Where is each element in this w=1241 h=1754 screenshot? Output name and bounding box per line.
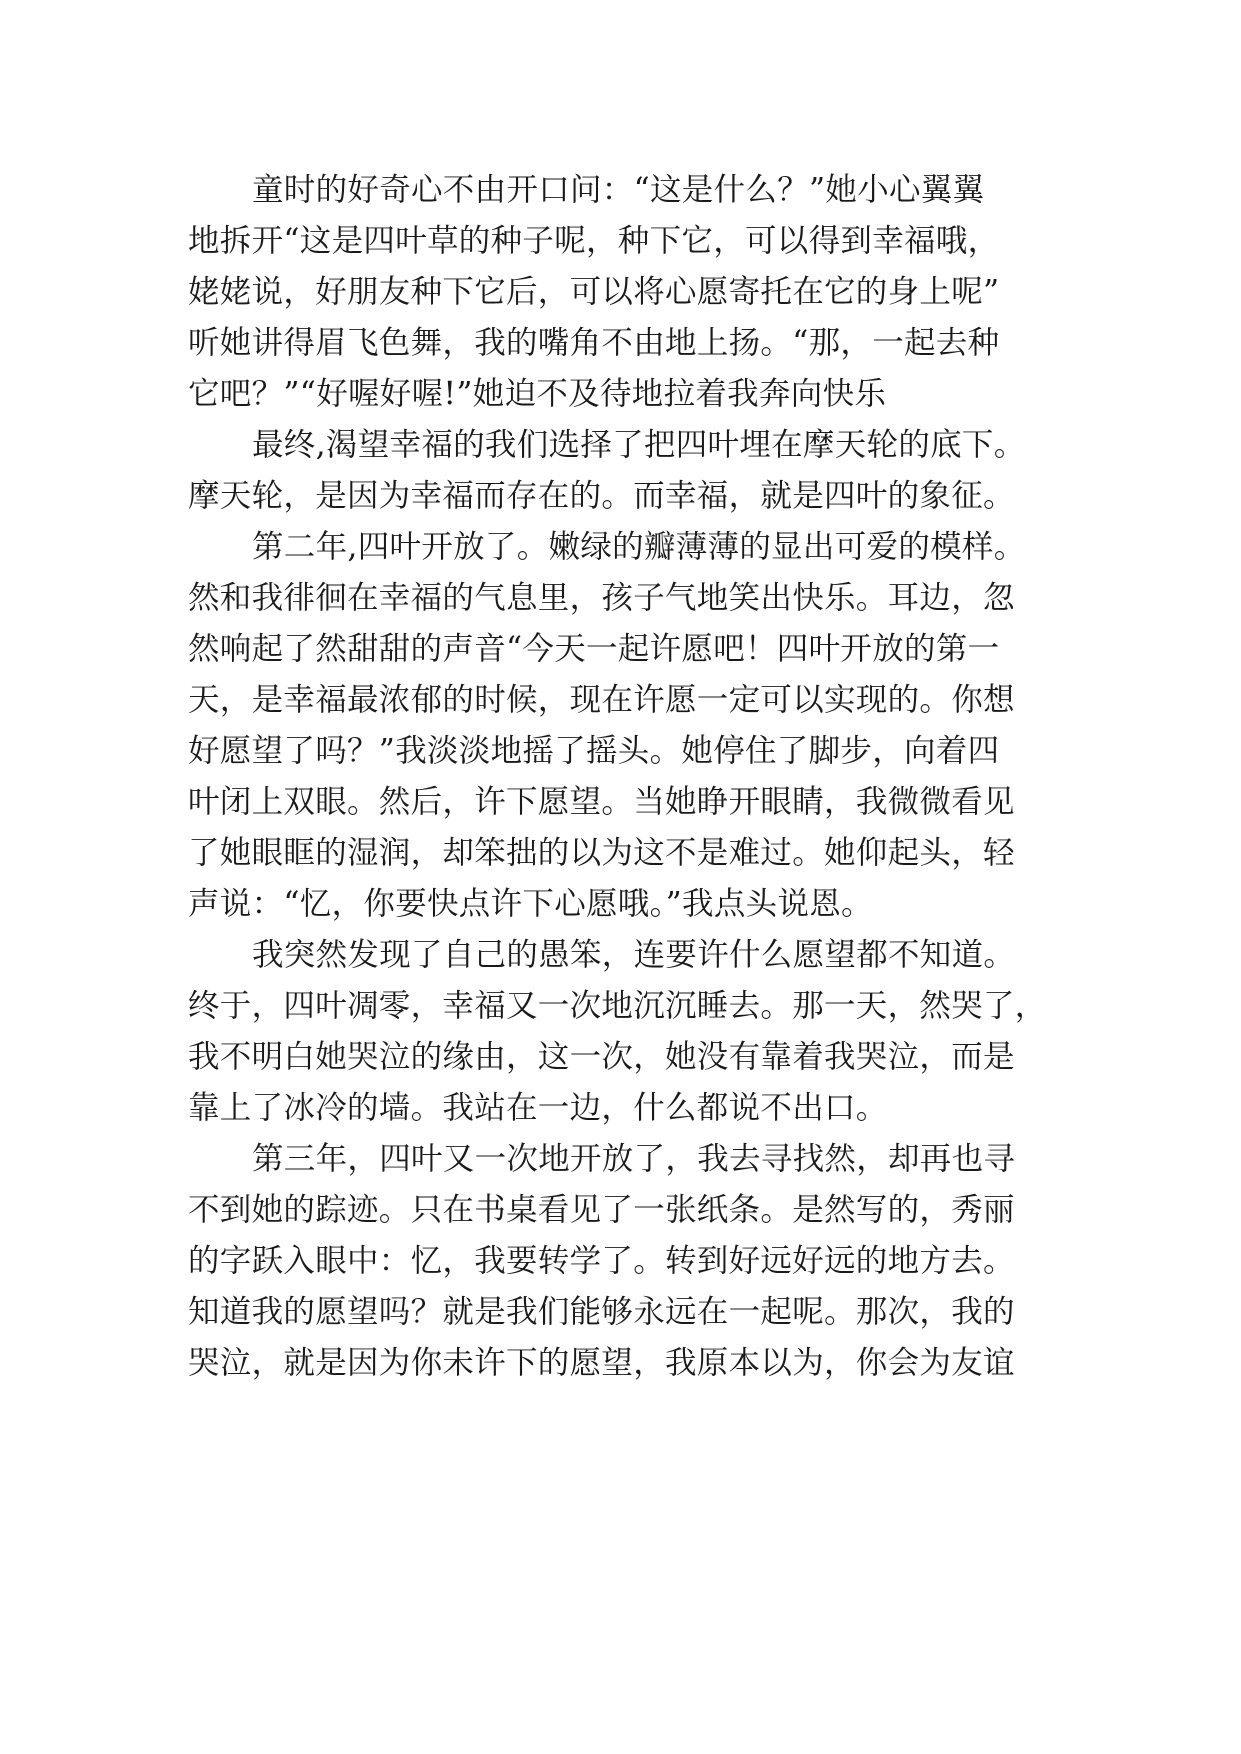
- paragraph-line: 叶闭上双眼。然后，许下愿望。当她睁开眼睛，我微微看见: [188, 784, 1015, 820]
- paragraph-line: 的字跃入眼中：忆，我要转学了。转到好远好远的地方去。: [188, 1243, 1015, 1279]
- paragraph-line: 然和我徘徊在幸福的气息里，孩子气地笑出快乐。耳边，忽: [188, 580, 1015, 616]
- paragraph: [188, 930, 1068, 1134]
- paragraph: [188, 165, 1068, 420]
- paragraph-line: 靠上了冰冷的墙。我站在一边，什么都说不出口。: [188, 1090, 888, 1126]
- paragraph-line: 哭泣，就是因为你未许下的愿望，我原本以为，你会为友谊: [188, 1345, 1015, 1381]
- paragraph-line: 姥姥说，好朋友种下它后，可以将心愿寄托在它的身上呢”: [188, 274, 1000, 310]
- paragraph: [188, 1134, 1068, 1389]
- paragraph-line: 声说：“忆，你要快点许下心愿哦。”我点头说恩。: [188, 886, 873, 922]
- paragraph-line: 知道我的愿望吗？就是我们能够永远在一起呢。那次，我的: [188, 1294, 1015, 1330]
- paragraph-line: 天，是幸福最浓郁的时候，现在许愿一定可以实现的。你想: [188, 682, 1015, 718]
- paragraph-line: 好愿望了吗？”我淡淡地摇了摇头。她停住了脚步，向着四: [188, 733, 1000, 769]
- paragraph-line: 然响起了然甜甜的声音“今天一起许愿吧！四叶开放的第一: [188, 631, 1000, 667]
- document-body: [188, 165, 1068, 1389]
- paragraph-line: 它吧？”“好喔好喔!”她迫不及待地拉着我奔向快乐: [188, 376, 887, 412]
- paragraph-line: 了她眼眶的湿润，却笨拙的以为这不是难过。她仰起头，轻: [188, 835, 1015, 871]
- paragraph-line: 我不明白她哭泣的缘由，这一次，她没有靠着我哭泣，而是: [188, 1039, 1015, 1075]
- paragraph-first-line: 第二年,四叶开放了。嫩绿的瓣薄薄的显出可爱的模样。: [252, 529, 1026, 565]
- paragraph-first-line: 第三年，四叶又一次地开放了，我去寻找然，却再也寻: [252, 1141, 1016, 1177]
- paragraph-first-line: 童时的好奇心不由开口问：“这是什么？”她小心翼翼: [252, 172, 985, 208]
- paragraph-line: 听她讲得眉飞色舞，我的嘴角不由地上扬。“那，一起去种: [188, 325, 1000, 361]
- paragraph-first-line: 我突然发现了自己的愚笨，连要许什么愿望都不知道。: [252, 937, 1016, 973]
- paragraph-line: 摩天轮，是因为幸福而存在的。而幸福，就是四叶的象征。: [188, 478, 1015, 514]
- paragraph-first-line: 最终,渴望幸福的我们选择了把四叶埋在摩天轮的底下。: [252, 427, 1026, 463]
- paragraph-line: 地拆开“这是四叶草的种子呢，种下它，可以得到幸福哦，: [188, 223, 1000, 259]
- paragraph: [188, 522, 1068, 930]
- paragraph-line: 不到她的踪迹。只在书桌看见了一张纸条。是然写的，秀丽: [188, 1192, 1015, 1228]
- paragraph-line: 终于，四叶凋零，幸福又一次地沉沉睡去。那一天，然哭了，: [188, 988, 1047, 1024]
- paragraph: [188, 420, 1068, 522]
